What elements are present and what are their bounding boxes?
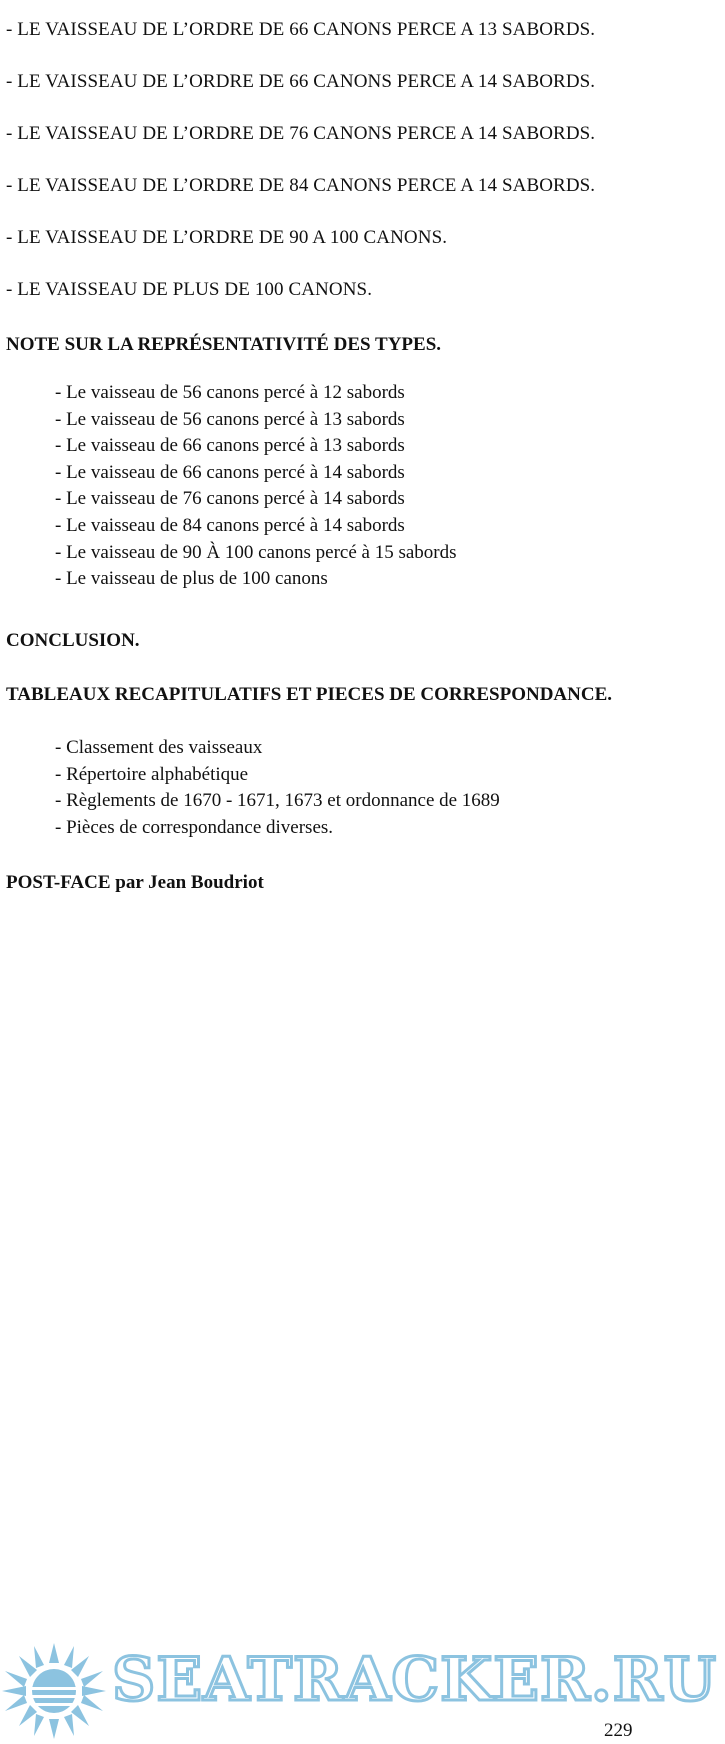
- chapter-entry: - LE VAISSEAU DE L’ORDRE DE 76 CANONS PERCE A 14 SABORDS.: [6, 123, 596, 144]
- chapter-entry: - LE VAISSEAU DE L’ORDRE DE 84 CANONS PERCE A 14 SABORDS.: [6, 175, 596, 196]
- list-item: - Le vaisseau de 84 canons percé à 14 sabords: [55, 514, 405, 536]
- list-item: - Le vaisseau de 90 À 100 canons percé à 15 sabords: [55, 541, 457, 563]
- conclusion-heading: CONCLUSION.: [6, 630, 140, 651]
- list-item: - Le vaisseau de 56 canons percé à 12 sabords: [55, 382, 405, 403]
- page-number: 229: [604, 1720, 633, 1741]
- tables-list: [55, 735, 500, 841]
- list-item: - Le vaisseau de plus de 100 canons: [55, 568, 328, 590]
- chapter-entry: - LE VAISSEAU DE L’ORDRE DE 66 CANONS PERCE A 14 SABORDS.: [6, 71, 596, 92]
- list-item: - Pièces de correspondance diverses.: [55, 816, 334, 838]
- watermark-text: SEATRACKER.RU: [112, 1645, 717, 1715]
- postface-heading: POST-FACE par Jean Boudriot: [6, 872, 264, 893]
- chapter-entry: - LE VAISSEAU DE PLUS DE 100 CANONS.: [6, 279, 373, 300]
- list-item: - Règlements de 1670 - 1671, 1673 et ordonnance de 1689: [55, 790, 500, 812]
- list-item: - Le vaisseau de 56 canons percé à 13 sabords: [55, 408, 405, 430]
- list-item: - Le vaisseau de 66 canons percé à 13 sabords: [55, 435, 405, 457]
- chapter-entry: - LE VAISSEAU DE L’ORDRE DE 66 CANONS PERCE A 13 SABORDS.: [6, 19, 596, 40]
- note-heading: NOTE SUR LA REPRÉSENTATIVITÉ DES TYPES.: [6, 334, 442, 355]
- list-item: - Répertoire alphabétique: [55, 763, 249, 785]
- list-item: - Le vaisseau de 76 canons percé à 14 sabords: [55, 488, 405, 510]
- tables-heading: TABLEAUX RECAPITULATIFS ET PIECES DE CORRESPONDANCE.: [6, 684, 612, 705]
- note-list: [55, 380, 457, 593]
- chapter-entry: - LE VAISSEAU DE L’ORDRE DE 90 A 100 CANONS.: [6, 227, 448, 248]
- list-item: - Classement des vaisseaux: [55, 737, 263, 758]
- list-item: - Le vaisseau de 66 canons percé à 14 sabords: [55, 461, 405, 483]
- sun-icon: [2, 1643, 106, 1739]
